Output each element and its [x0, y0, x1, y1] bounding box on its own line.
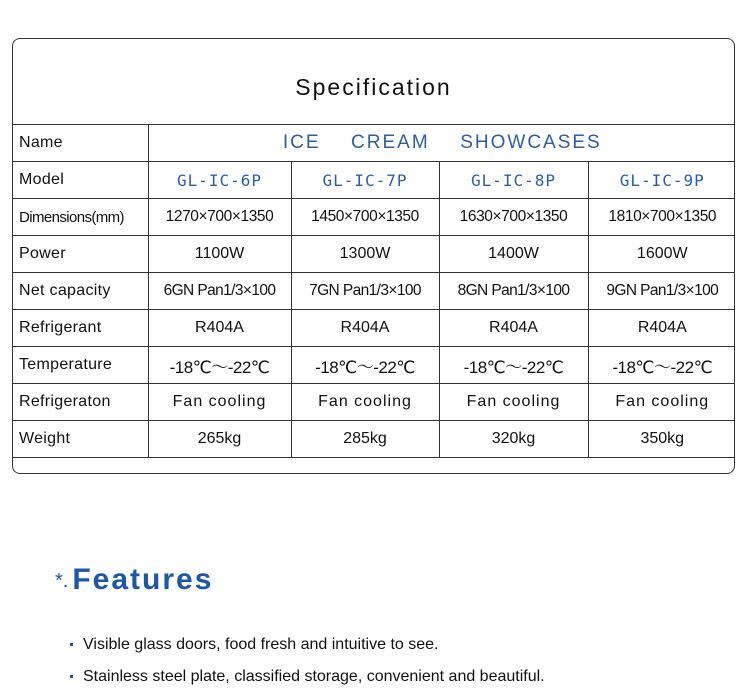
dimensions-cell: 1450×700×1350	[291, 199, 439, 236]
row-label-temperature: Temperature	[13, 347, 148, 384]
table-row-refrigeration	[13, 384, 735, 421]
row-label-name: Name	[13, 125, 148, 162]
power-cell: 1400W	[439, 236, 588, 273]
power-cell: 1100W	[148, 236, 291, 273]
features-heading-mark: *.	[55, 570, 69, 592]
temperature-cell: -18℃～-22℃	[588, 347, 735, 384]
feature-item-text: Stainless steel plate, classified storage, convenient and beautiful.	[83, 668, 545, 685]
row-label-power: Power	[13, 236, 148, 273]
table-row-name	[13, 125, 735, 162]
table-row-dimensions	[13, 199, 735, 236]
dimensions-cell: 1270×700×1350	[148, 199, 291, 236]
weight-cell: 265kg	[148, 421, 291, 458]
capacity-cell: 6GN Pan1/3×100	[148, 273, 291, 310]
refrigerant-cell: R404A	[148, 310, 291, 347]
row-label-model: Model	[13, 162, 148, 199]
power-cell: 1600W	[588, 236, 735, 273]
refrigeration-cell: Fan cooling	[148, 384, 291, 421]
capacity-cell: 8GN Pan1/3×100	[439, 273, 588, 310]
temperature-cell: -18℃～-22℃	[291, 347, 439, 384]
refrigeration-cell: Fan cooling	[439, 384, 588, 421]
table-row-temperature	[13, 347, 735, 384]
specification-table-panel	[12, 38, 735, 474]
capacity-cell: 9GN Pan1/3×100	[588, 273, 735, 310]
model-cell: GL-IC-7P	[291, 162, 439, 199]
specification-table	[13, 125, 735, 458]
bullet-icon	[70, 643, 73, 646]
table-row-capacity	[13, 273, 735, 310]
model-cell: GL-IC-8P	[439, 162, 588, 199]
specification-title: Specification	[13, 39, 734, 125]
features-heading-text: Features	[72, 563, 214, 596]
capacity-cell: 7GN Pan1/3×100	[291, 273, 439, 310]
weight-cell: 350kg	[588, 421, 735, 458]
refrigerant-cell: R404A	[291, 310, 439, 347]
weight-cell: 285kg	[291, 421, 439, 458]
temperature-cell: -18℃～-22℃	[439, 347, 588, 384]
refrigerant-cell: R404A	[588, 310, 735, 347]
model-cell: GL-IC-9P	[588, 162, 735, 199]
features-heading	[55, 563, 213, 607]
dimensions-cell: 1810×700×1350	[588, 199, 735, 236]
weight-cell: 320kg	[439, 421, 588, 458]
dimensions-cell: 1630×700×1350	[439, 199, 588, 236]
row-label-weight: Weight	[13, 421, 148, 458]
bullet-icon	[70, 675, 73, 678]
refrigerant-cell: R404A	[439, 310, 588, 347]
table-row-power	[13, 236, 735, 273]
feature-item	[70, 632, 545, 664]
refrigeration-cell: Fan cooling	[291, 384, 439, 421]
row-label-refrigerant: Refrigerant	[13, 310, 148, 347]
table-row-refrigerant	[13, 310, 735, 347]
row-label-refrigeration: Refrigeraton	[13, 384, 148, 421]
refrigeration-cell: Fan cooling	[588, 384, 735, 421]
product-name-cell: ICE CREAM SHOWCASES	[148, 125, 735, 162]
power-cell: 1300W	[291, 236, 439, 273]
temperature-cell: -18℃～-22℃	[148, 347, 291, 384]
feature-item-text: Visible glass doors, food fresh and intuitive to see.	[83, 636, 439, 653]
table-row-model	[13, 162, 735, 199]
features-list	[70, 632, 545, 696]
feature-item	[70, 664, 545, 696]
row-label-capacity: Net capacity	[13, 273, 148, 310]
table-row-weight	[13, 421, 735, 458]
row-label-dimensions: Dimensions(mm)	[13, 199, 148, 236]
model-cell: GL-IC-6P	[148, 162, 291, 199]
